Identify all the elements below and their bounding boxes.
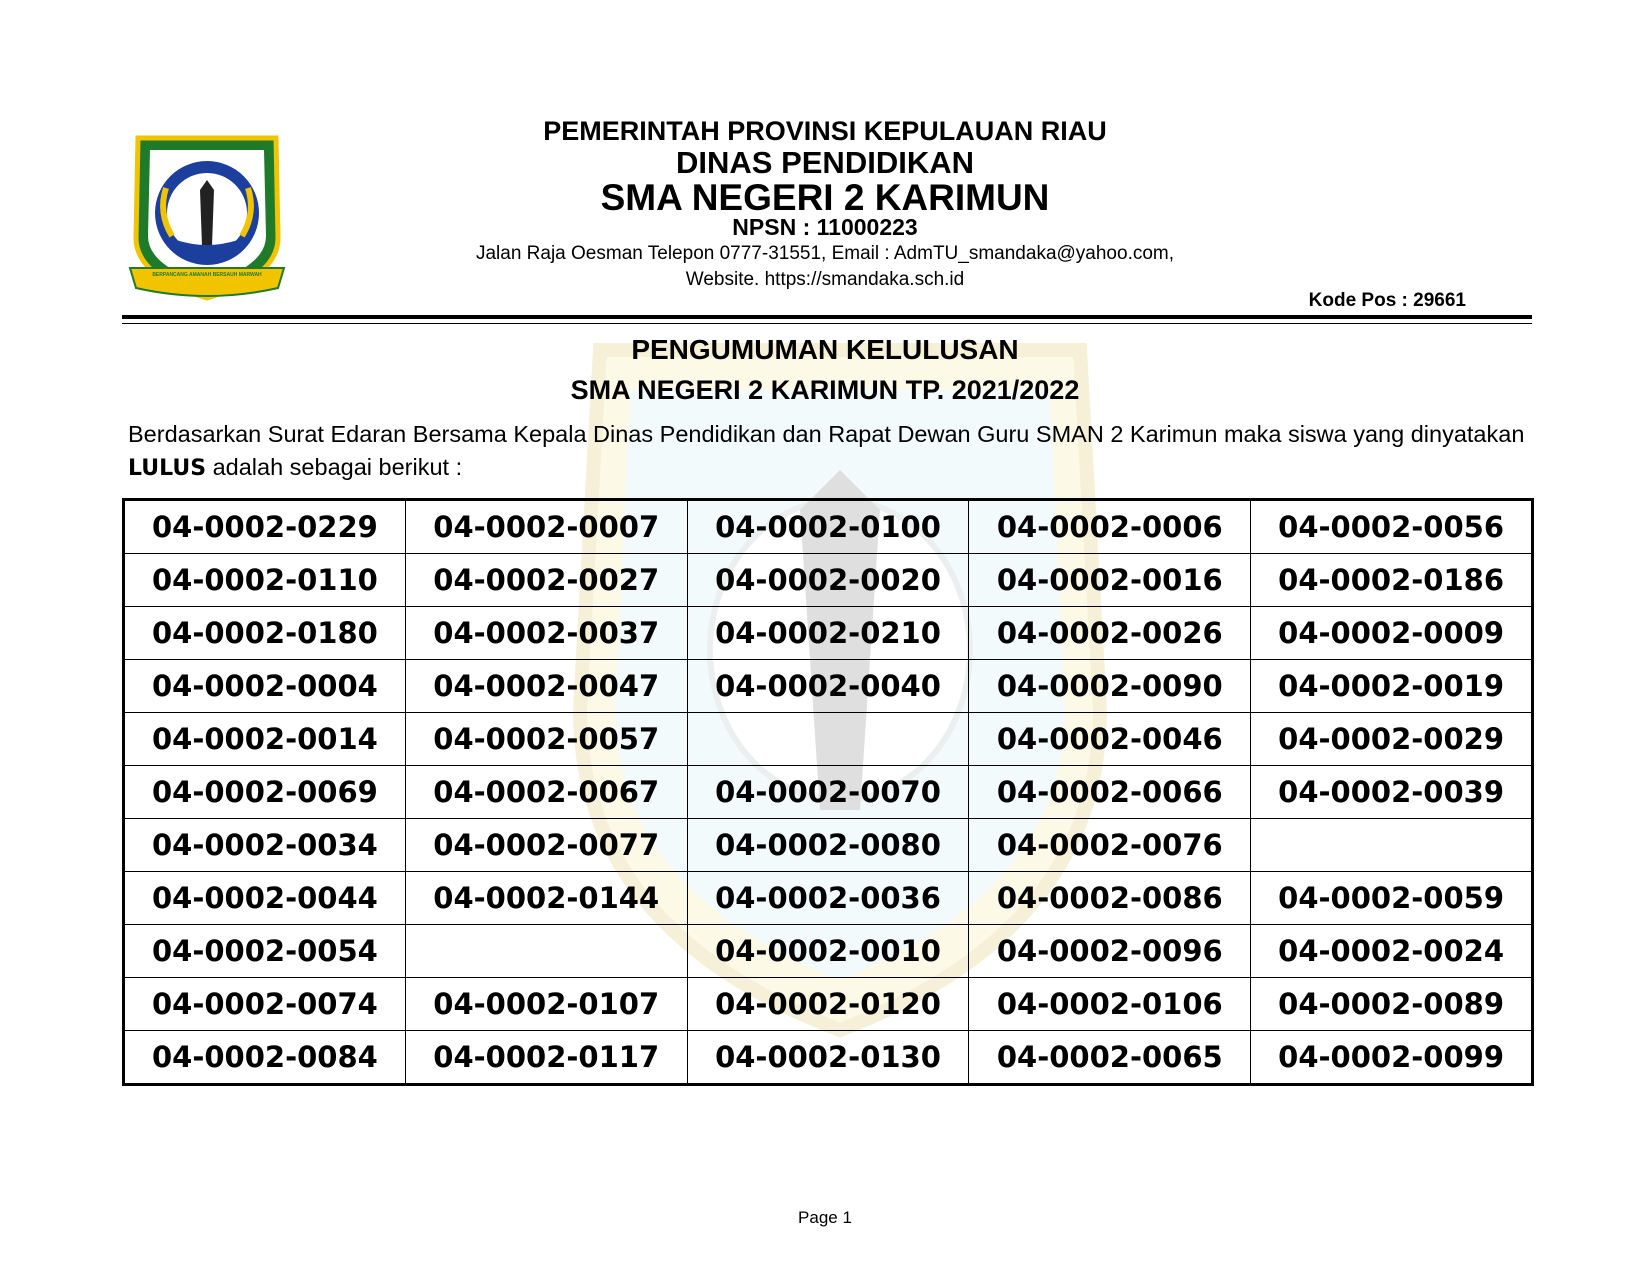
table-cell: 04-0002-0020	[687, 554, 969, 607]
table-cell: 04-0002-0056	[1251, 500, 1533, 554]
table-cell: 04-0002-0210	[687, 607, 969, 660]
table-cell: 04-0002-0077	[405, 819, 687, 872]
table-row	[124, 554, 1533, 607]
header-divider-thick	[122, 315, 1532, 319]
table-cell: 04-0002-0096	[969, 925, 1251, 978]
table-row	[124, 500, 1533, 554]
table-cell: 04-0002-0099	[1251, 1031, 1533, 1085]
table-cell: 04-0002-0014	[124, 713, 406, 766]
table-cell: 04-0002-0117	[405, 1031, 687, 1085]
table-cell: 04-0002-0006	[969, 500, 1251, 554]
announcement-intro	[128, 418, 1548, 485]
table-cell: 04-0002-0057	[405, 713, 687, 766]
table-cell: 04-0002-0100	[687, 500, 969, 554]
table-row	[124, 925, 1533, 978]
postal-code: Kode Pos : 29661	[1308, 290, 1466, 311]
table-cell: 04-0002-0016	[969, 554, 1251, 607]
table-cell: 04-0002-0029	[1251, 713, 1533, 766]
table-cell: 04-0002-0039	[1251, 766, 1533, 819]
table-cell: 04-0002-0080	[687, 819, 969, 872]
header-divider-thin	[122, 323, 1532, 324]
page-number: Page 1	[798, 1208, 852, 1227]
table-cell: 04-0002-0036	[687, 872, 969, 925]
table-row	[124, 819, 1533, 872]
announcement-title: PENGUMUMAN KELULUSAN	[631, 334, 1019, 365]
npsn-number: NPSN : 11000223	[732, 214, 918, 240]
table-cell: 04-0002-0089	[1251, 978, 1533, 1031]
table-row	[124, 872, 1533, 925]
table-cell: 04-0002-0076	[969, 819, 1251, 872]
announcement-subtitle: SMA NEGERI 2 KARIMUN TP. 2021/2022	[570, 375, 1080, 405]
table-row	[124, 1031, 1533, 1085]
table-cell: 04-0002-0034	[124, 819, 406, 872]
school-website: Website. https://smandaka.sch.id	[685, 269, 965, 290]
table-cell: 04-0002-0027	[405, 554, 687, 607]
table-cell: 04-0002-0084	[124, 1031, 406, 1085]
table-cell: 04-0002-0106	[969, 978, 1251, 1031]
table-cell: 04-0002-0019	[1251, 660, 1533, 713]
table-cell: 04-0002-0040	[687, 660, 969, 713]
table-cell: 04-0002-0074	[124, 978, 406, 1031]
table-cell: 04-0002-0130	[687, 1031, 969, 1085]
intro-text-before: Berdasarkan Surat Edaran Bersama Kepala Dinas Pendidikan dan Rapat Dewan Guru SMAN 2 Karimun maka siswa yang dinyatakan	[128, 421, 1525, 447]
school-name: SMA NEGERI 2 KARIMUN	[600, 177, 1050, 218]
table-cell: 04-0002-0144	[405, 872, 687, 925]
table-row	[124, 978, 1533, 1031]
table-row	[124, 607, 1533, 660]
department-name: DINAS PENDIDIKAN	[676, 145, 974, 180]
table-cell: 04-0002-0180	[124, 607, 406, 660]
table-cell: 04-0002-0066	[969, 766, 1251, 819]
table-cell: 04-0002-0054	[124, 925, 406, 978]
graduation-number-table	[122, 498, 1534, 1086]
table-cell	[1251, 819, 1533, 872]
table-cell: 04-0002-0229	[124, 500, 406, 554]
table-cell: 04-0002-0009	[1251, 607, 1533, 660]
table-row	[124, 713, 1533, 766]
table-cell: 04-0002-0070	[687, 766, 969, 819]
intro-text-bold: LULUS	[128, 456, 207, 481]
table-cell: 04-0002-0065	[969, 1031, 1251, 1085]
table-cell: 04-0002-0007	[405, 500, 687, 554]
intro-text-after: adalah sebagai berikut :	[206, 454, 463, 480]
table-cell: 04-0002-0086	[969, 872, 1251, 925]
table-cell: 04-0002-0120	[687, 978, 969, 1031]
table-cell: 04-0002-0107	[405, 978, 687, 1031]
logo-ring-text: PROVINSI KEPULAUAN RIAU	[168, 152, 263, 158]
table-cell	[687, 713, 969, 766]
table-cell: 04-0002-0067	[405, 766, 687, 819]
table-cell: 04-0002-0004	[124, 660, 406, 713]
table-cell: 04-0002-0047	[405, 660, 687, 713]
table-cell: 04-0002-0069	[124, 766, 406, 819]
table-row	[124, 660, 1533, 713]
school-address: Jalan Raja Oesman Telepon 0777-31551, Email : AdmTU_smandaka@yahoo.com,	[475, 243, 1175, 264]
table-cell: 04-0002-0044	[124, 872, 406, 925]
table-cell: 04-0002-0010	[687, 925, 969, 978]
table-cell: 04-0002-0046	[969, 713, 1251, 766]
table-cell: 04-0002-0090	[969, 660, 1251, 713]
table-cell: 04-0002-0110	[124, 554, 406, 607]
table-cell: 04-0002-0037	[405, 607, 687, 660]
table-cell: 04-0002-0026	[969, 607, 1251, 660]
government-name: PEMERINTAH PROVINSI KEPULAUAN RIAU	[543, 116, 1107, 146]
table-cell: 04-0002-0024	[1251, 925, 1533, 978]
table-cell: 04-0002-0186	[1251, 554, 1533, 607]
table-row	[124, 766, 1533, 819]
table-cell: 04-0002-0059	[1251, 872, 1533, 925]
table-cell	[405, 925, 687, 978]
logo-ribbon-text: BERPANCANG AMANAH BERSAUH MARWAH	[152, 272, 262, 278]
